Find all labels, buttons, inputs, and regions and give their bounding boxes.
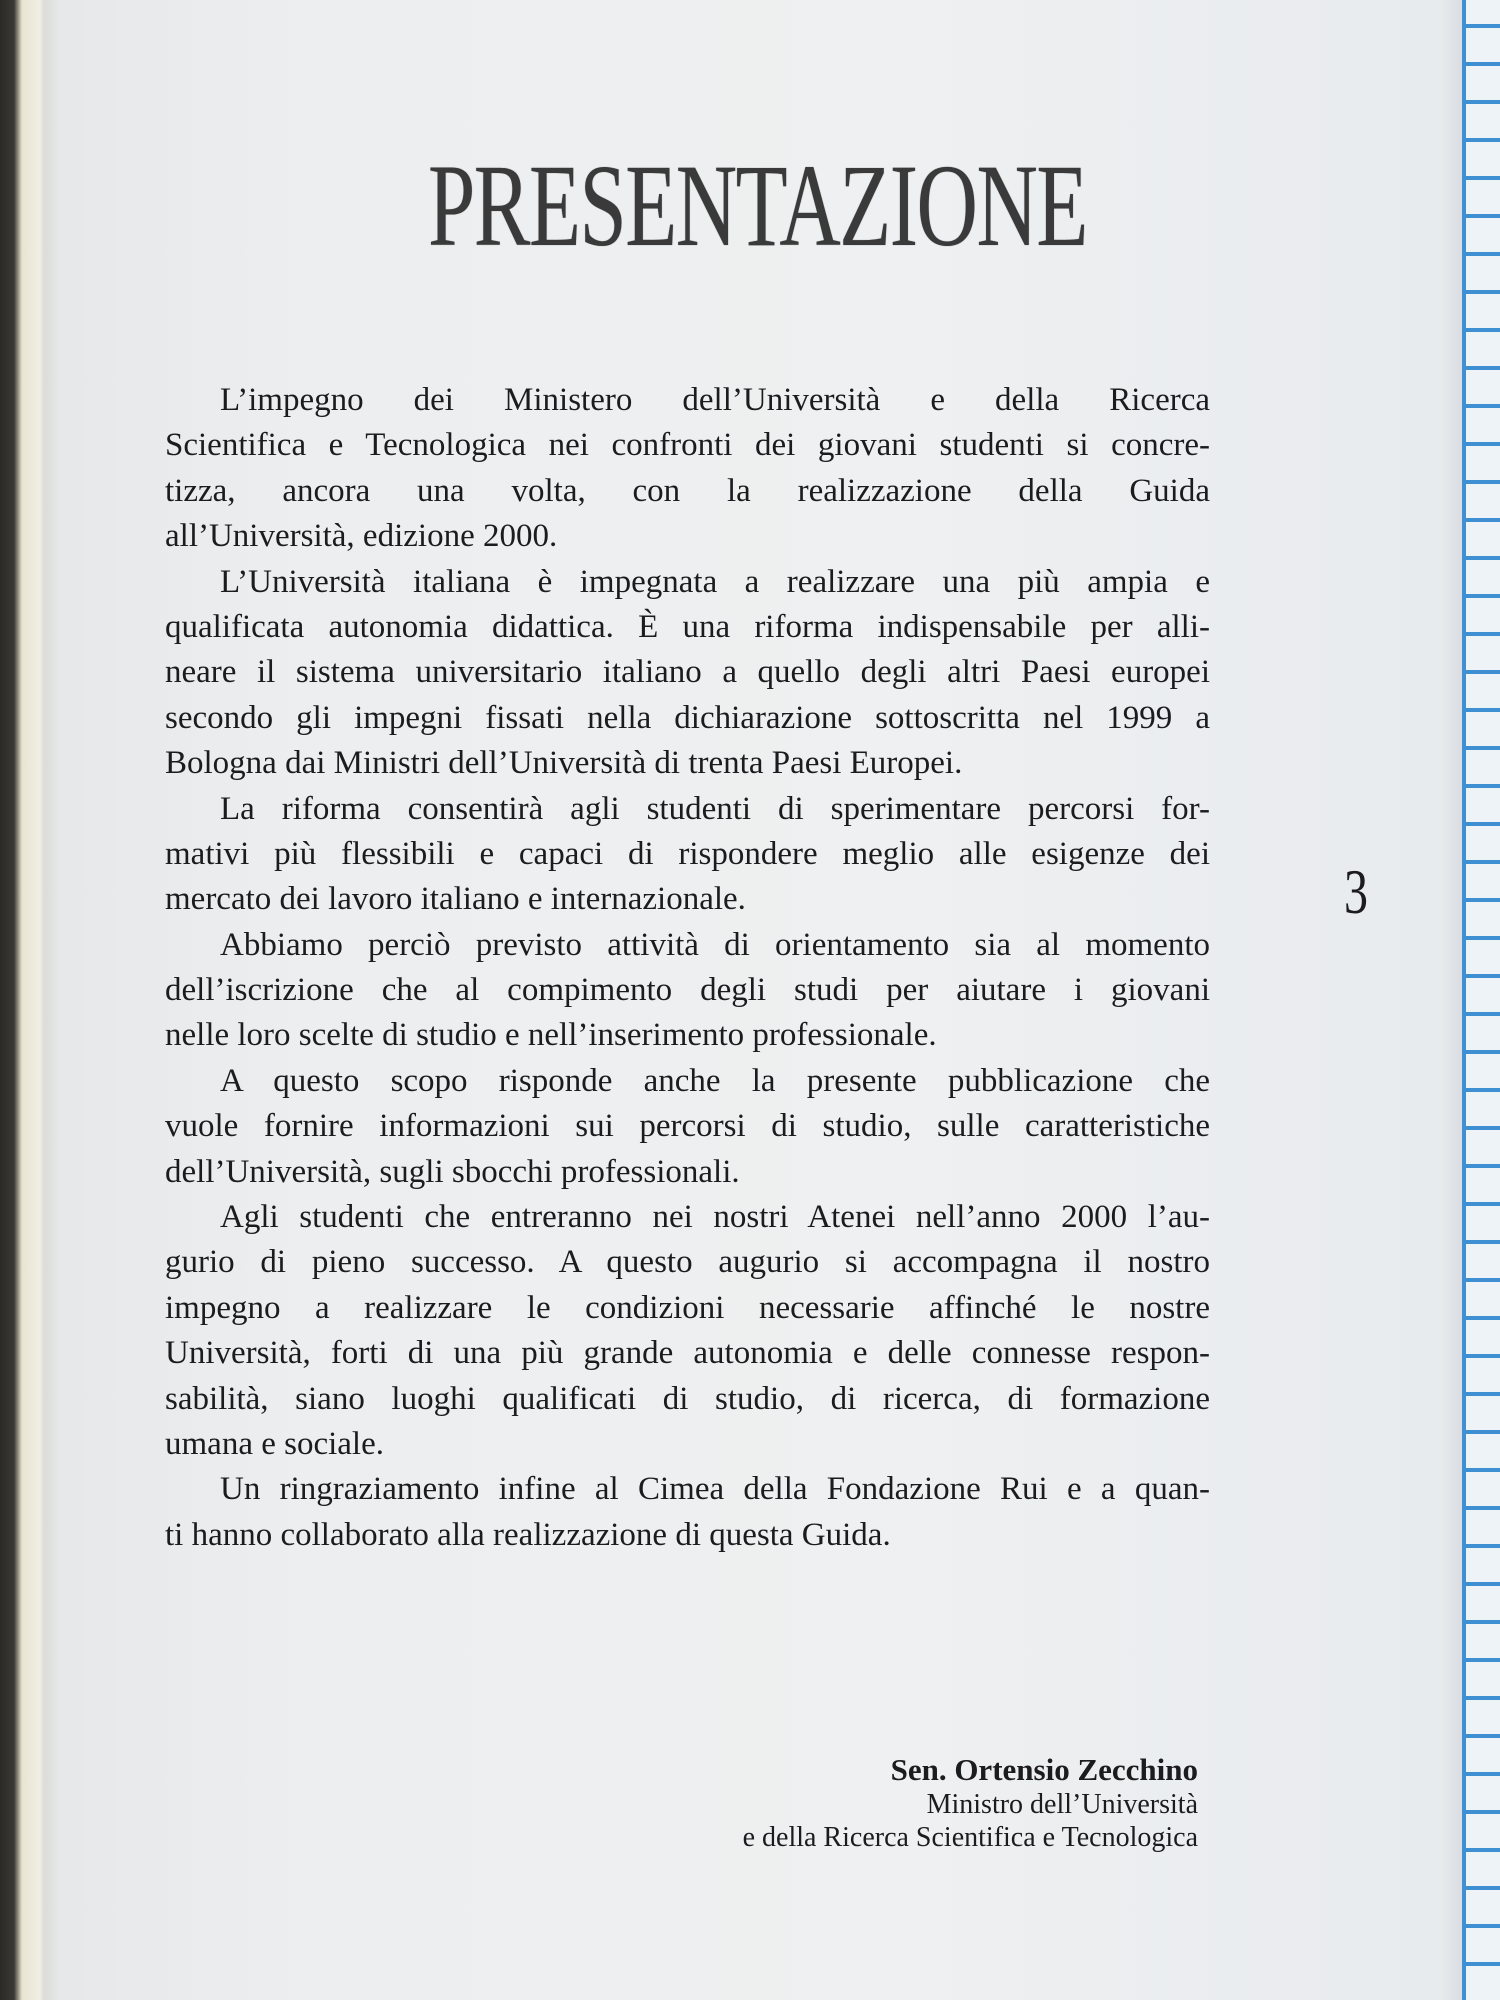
text-line: nelle loro scelte di studio e nell’inserimento professionale. (165, 1017, 937, 1054)
page-number: 3 (1344, 856, 1368, 927)
text-line: Bologna dai Ministri dell’Università di trenta Paesi Europei. (165, 745, 963, 782)
text-line: L’Università italiana è impegnata a realizzare una più ampia e (220, 563, 1210, 600)
text-line: gurio di pieno successo. A questo augurio si accompagna il nostro (165, 1244, 1210, 1281)
text-line: A questo scopo risponde anche la presente pubblicazione che (220, 1062, 1210, 1099)
text-line: secondo gli impegni fissati nella dichiarazione sottoscritta nel 1999 a (165, 699, 1210, 736)
text-line: mativi più flessibili e capaci di rispondere meglio alle esigenze dei (165, 835, 1210, 872)
text-line: La riforma consentirà agli studenti di sperimentare percorsi for- (220, 790, 1210, 827)
signature-block (743, 1752, 1198, 1854)
text-line: umana e sociale. (165, 1425, 384, 1462)
text-line: Un ringraziamento infine al Cimea della Fondazione Rui e a quan- (220, 1471, 1210, 1508)
text-line: dell’iscrizione che al compimento degli studi per aiutare i giovani (165, 972, 1210, 1009)
text-line: impegno a realizzare le condizioni necessarie affinché le nostre (165, 1289, 1210, 1326)
text-line: Università, forti di una più grande autonomia e delle connesse respon- (165, 1335, 1210, 1372)
paragraph (165, 378, 1210, 560)
graph-paper-background (1462, 0, 1500, 2000)
text-line: L’impegno dei Ministero dell’Università e della Ricerca (220, 382, 1210, 418)
text-line: tizza, ancora una volta, con la realizzazione della Guida (165, 472, 1210, 509)
text-line: qualificata autonomia didattica. È una riforma indispensabile per alli- (165, 608, 1210, 645)
signatory-role-line-2: e della Ricerca Scientifica e Tecnologica (742, 1822, 1198, 1853)
text-line: Agli studenti che entreranno nei nostri Atenei nell’anno 2000 l’au- (220, 1199, 1210, 1236)
text-line: sabilità, siano luoghi qualificati di studio, di ricerca, di formazione (165, 1380, 1210, 1417)
text-line: mercato dei lavoro italiano e internazionale. (165, 881, 746, 918)
paragraph (165, 1059, 1210, 1195)
text-line: neare il sistema universitario italiano a quello degli altri Paesi europei (165, 654, 1210, 691)
signatory-role-line-1: Ministro dell’Università (926, 1789, 1198, 1820)
text-line: vuole fornire informazioni sui percorsi di studio, sulle caratteristiche (165, 1108, 1210, 1145)
text-line: Abbiamo perciò previsto attività di orientamento sia al momento (220, 926, 1210, 963)
signatory-name: Sen. Ortensio Zecchino (890, 1752, 1198, 1787)
body-text (165, 378, 1210, 1558)
text-line: dell’Università, sugli sbocchi professionali. (165, 1153, 740, 1190)
paragraph (165, 560, 1210, 787)
paragraph (165, 1467, 1210, 1558)
text-line: all’Università, edizione 2000. (165, 518, 558, 555)
page-title: PRESENTAZIONE (428, 140, 1087, 271)
text-line: ti hanno collaborato alla realizzazione di questa Guida. (165, 1516, 891, 1553)
paragraph (165, 787, 1210, 923)
paragraph (165, 1195, 1210, 1467)
text-line: Scientifica e Tecnologica nei confronti dei giovani studenti si concre- (165, 427, 1210, 464)
paragraph (165, 923, 1210, 1059)
